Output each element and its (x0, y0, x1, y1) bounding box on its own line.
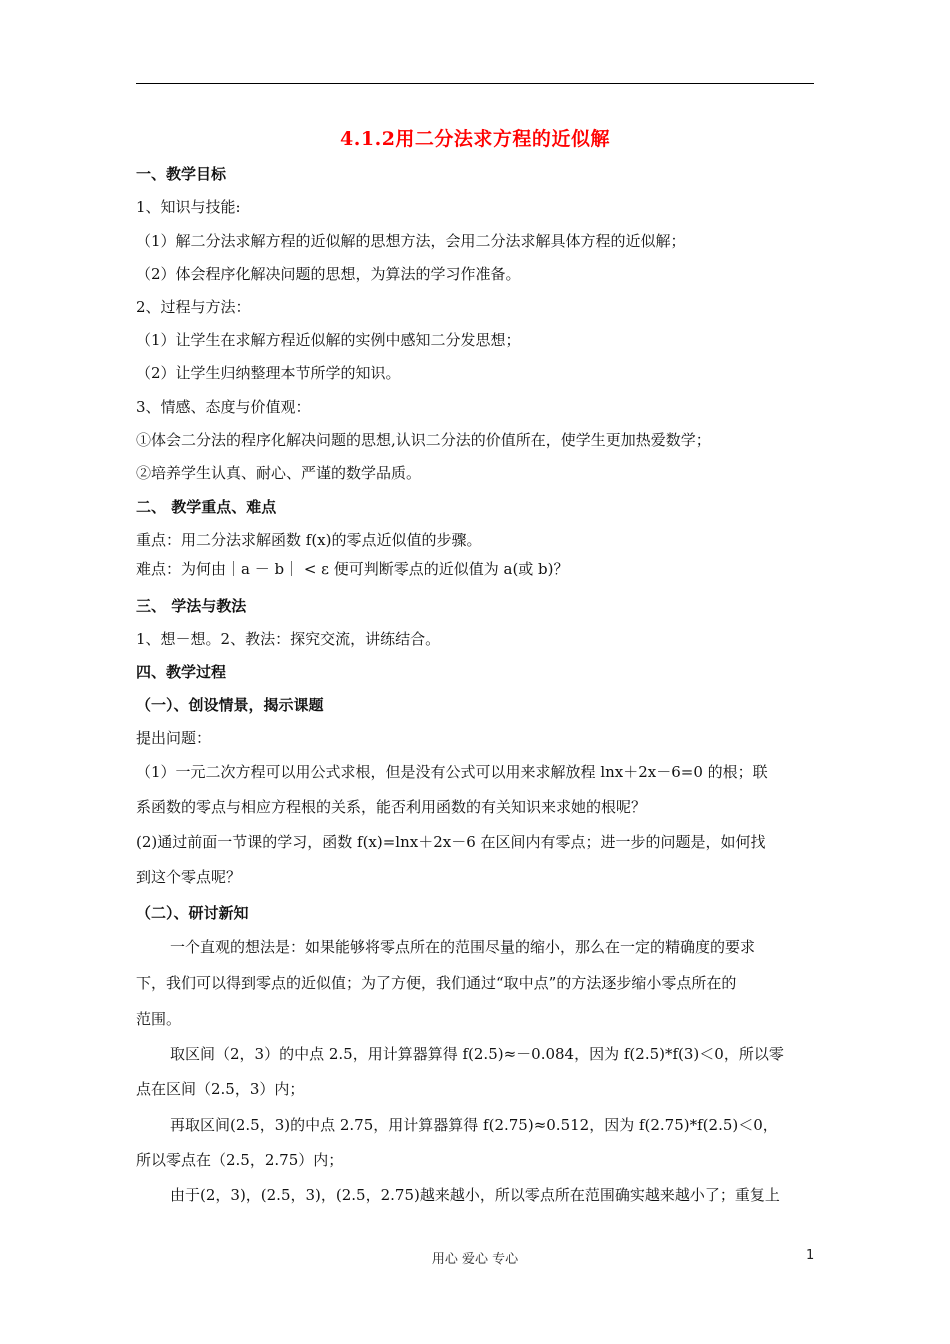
paragraph: （1）解二分法求解方程的近似解的思想方法，会用二分法求解具体方程的近似解； (136, 232, 686, 250)
section-heading-objectives: 一、教学目标 (136, 165, 227, 183)
paragraph: 1、知识与技能: (136, 198, 241, 216)
document-title: 4.1.2用二分法求方程的近似解 (340, 128, 610, 150)
paragraph: 重点：用二分法求解函数 f(x)的零点近似值的步骤。 (136, 531, 482, 549)
paragraph: 3、情感、态度与价值观： (136, 398, 311, 416)
paragraph: 到这个零点呢？ (136, 868, 242, 886)
page-number: 1 (806, 1248, 815, 1263)
paragraph: （2）让学生归纳整理本节所学的知识。 (136, 364, 401, 382)
subsection-heading: （二）、研讨新知 (136, 904, 249, 922)
paragraph: ①体会二分法的程序化解决问题的思想,认识二分法的价值所在，使学生更加热爱数学； (136, 431, 711, 449)
paragraph: （1）一元二次方程可以用公式求根，但是没有公式可以用来求解放程 lnx＋2x－6=0 的根；联 (136, 763, 768, 781)
paragraph: 2、过程与方法： (136, 298, 251, 316)
paragraph: (2)通过前面一节课的学习，函数 f(x)=lnx＋2x－6 在区间内有零点；进一步的问题是，如何找 (136, 833, 766, 851)
paragraph: 提出问题： (136, 729, 212, 747)
paragraph: 系函数的零点与相应方程根的关系，能否利用函数的有关知识来求她的根呢？ (136, 798, 647, 816)
paragraph: 范围。 (136, 1010, 182, 1028)
paragraph: ②培养学生认真、耐心、严谨的数学品质。 (136, 464, 422, 482)
paragraph: 一个直观的想法是：如果能够将零点所在的范围尽量的缩小，那么在一定的精确度的要求 (170, 938, 756, 956)
paragraph: 取区间（2，3）的中点 2.5，用计算器算得 f(2.5)≈－0.084，因为 f(2.5)*f(3)＜0，所以零 (170, 1045, 784, 1063)
paragraph: 点在区间（2.5，3）内； (136, 1080, 305, 1098)
footer-motto: 用心 爱心 专心 (431, 1252, 519, 1267)
paragraph: 下，我们可以得到零点的近似值；为了方便，我们通过“取中点”的方法逐步缩小零点所在的 (136, 974, 737, 992)
paragraph: 难点：为何由｜a － b｜ < ε 便可判断零点的近似值为 a(或 b)？ (136, 560, 569, 578)
section-heading-key-points: 二、 教学重点、难点 (136, 498, 277, 516)
section-heading-process: 四、教学过程 (136, 663, 227, 681)
section-heading-methods: 三、 学法与教法 (136, 597, 247, 615)
header-rule (136, 83, 814, 84)
paragraph: 再取区间(2.5，3)的中点 2.75，用计算器算得 f(2.75)≈0.512，因为 f(2.75)*f(2.5)＜0， (170, 1116, 778, 1134)
paragraph: 所以零点在（2.5，2.75）内； (136, 1151, 344, 1169)
paragraph: （2）体会程序化解决问题的思想，为算法的学习作准备。 (136, 265, 521, 283)
paragraph: 1、想－想。2、教法：探究交流，讲练结合。 (136, 630, 441, 648)
subsection-heading: （一）、创设情景，揭示课题 (136, 696, 324, 714)
paragraph: 由于(2，3)，(2.5，3)，(2.5，2.75)越来越小，所以零点所在范围确实越来越小了；重复上 (170, 1186, 780, 1204)
paragraph: （1）让学生在求解方程近似解的实例中感知二分发思想； (136, 331, 521, 349)
